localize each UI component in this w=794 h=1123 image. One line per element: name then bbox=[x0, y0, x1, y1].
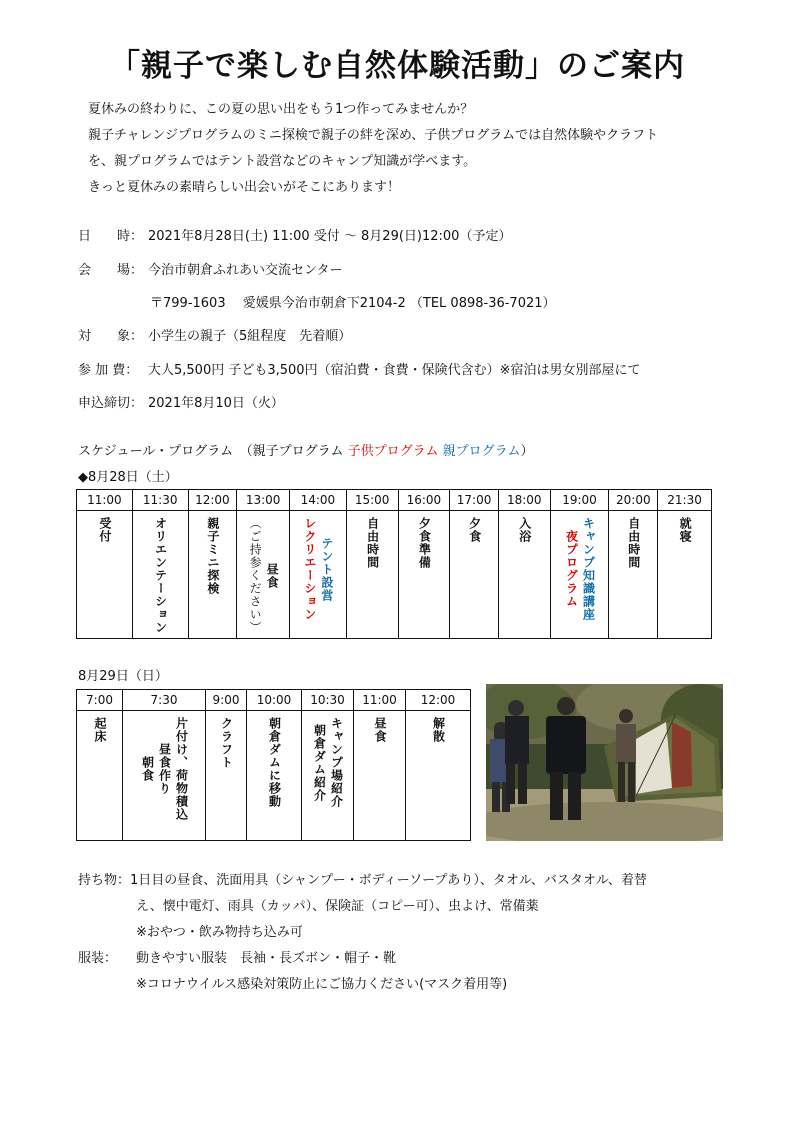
deadline-label: 申込締切： bbox=[78, 396, 144, 411]
parent-program-legend: 親プログラム bbox=[442, 444, 521, 459]
date-row bbox=[78, 225, 511, 244]
camp-photo bbox=[486, 684, 723, 841]
activity-text: 就寝 bbox=[678, 517, 693, 543]
activity-text: 自由時間 bbox=[365, 517, 380, 569]
time-cell: 11:00 bbox=[354, 690, 406, 711]
day2-label: 8月29日（日） bbox=[78, 669, 168, 684]
child-program-legend: 子供プログラム bbox=[347, 444, 439, 459]
bring-line: 1日目の昼食、洗面用具（シャンプー・ボディーソープあり）、タオル、バスタオル、着替 bbox=[130, 873, 647, 888]
activity-text: 夕食 bbox=[467, 517, 482, 543]
bring-line: え、懐中電灯、雨具（カッパ）、保険証（コピー可）、虫よけ、常備薬 bbox=[136, 899, 539, 914]
parent-activity-text: テント設営 bbox=[319, 536, 334, 602]
venue-label: 会 場： bbox=[78, 263, 144, 278]
activity-note: （ご持参ください） bbox=[248, 517, 263, 634]
target-label: 対 象： bbox=[78, 329, 144, 344]
activity-cell bbox=[123, 711, 206, 841]
time-cell: 11:30 bbox=[132, 490, 188, 511]
schedule-heading-main: スケジュール・プログラム （親子プログラム bbox=[78, 444, 344, 459]
time-cell: 12:00 bbox=[188, 490, 237, 511]
activity-cell bbox=[346, 511, 398, 639]
activity-text: 朝食 bbox=[140, 756, 155, 782]
activity-text: クラフト bbox=[219, 717, 234, 769]
time-cell: 7:30 bbox=[123, 690, 206, 711]
activity-text: 昼食 bbox=[265, 562, 280, 589]
intro-line: きっと夏休みの素晴らしい出会いがそこにあります！ bbox=[88, 180, 401, 195]
intro-paragraph bbox=[88, 97, 658, 201]
address: 〒799-1603 愛媛県今治市朝倉下2104-2 （TEL 0898-36-7021） bbox=[150, 296, 556, 311]
parent-activity-text: キャンプ知識講座 bbox=[581, 517, 596, 621]
child-activity-text: レクリエーション bbox=[302, 517, 317, 621]
child-activity-text: 夜プログラム bbox=[564, 530, 579, 608]
time-cell: 16:00 bbox=[398, 490, 450, 511]
bring-note: ※おやつ・飲み物持ち込み可 bbox=[136, 925, 303, 940]
clothes-note: ※コロナウイルス感染対策防止にご協力ください(マスク着用等) bbox=[136, 977, 508, 992]
activity-text: オリエンテーション bbox=[153, 517, 168, 634]
fee-label: 参 加 費： bbox=[78, 363, 139, 378]
time-cell: 12:00 bbox=[406, 690, 471, 711]
bring-row bbox=[78, 868, 647, 894]
activity-cell bbox=[658, 511, 712, 639]
clothes-label: 服装： bbox=[78, 951, 118, 966]
target-value: 小学生の親子（5組程度 先着順） bbox=[148, 329, 352, 344]
activity-cell bbox=[398, 511, 450, 639]
activity-cell bbox=[550, 511, 609, 639]
venue-row bbox=[78, 259, 342, 278]
day1-schedule-table bbox=[76, 489, 712, 639]
day1-label: ◆8月28日（土） bbox=[78, 470, 178, 485]
time-cell: 10:00 bbox=[247, 690, 302, 711]
clothes-value: 動きやすい服装 長袖・長ズボン・帽子・靴 bbox=[136, 951, 397, 966]
time-cell: 19:00 bbox=[550, 490, 609, 511]
target-row bbox=[78, 325, 351, 344]
time-cell: 15:00 bbox=[346, 490, 398, 511]
intro-line: 夏休みの終わりに、この夏の思い出をもう1つ作ってみませんか？ bbox=[88, 102, 474, 117]
activity-cell bbox=[450, 511, 499, 639]
activity-cell bbox=[237, 511, 290, 639]
schedule-heading bbox=[78, 440, 534, 459]
date-value: 2021年8月28日(土) 11:00 受付 ～ 8月29(日)12:00（予定） bbox=[148, 229, 512, 244]
activity-text: 起床 bbox=[93, 717, 107, 743]
activity-cell bbox=[77, 511, 133, 639]
activity-text: 昼食 bbox=[373, 717, 387, 743]
activity-text: キャンプ場紹介 bbox=[329, 717, 344, 808]
activity-text: 朝倉ダム紹介 bbox=[312, 723, 327, 802]
time-cell: 14:00 bbox=[289, 490, 346, 511]
time-cell: 18:00 bbox=[498, 490, 550, 511]
schedule-heading-close: ） bbox=[520, 444, 534, 459]
activity-cell bbox=[132, 511, 188, 639]
activity-cell bbox=[247, 711, 302, 841]
activity-text: 受付 bbox=[97, 517, 112, 543]
time-cell: 11:00 bbox=[77, 490, 133, 511]
date-label: 日 時： bbox=[78, 229, 144, 244]
activity-cell bbox=[77, 711, 123, 841]
day2-schedule-table bbox=[76, 689, 471, 841]
time-cell: 21:30 bbox=[658, 490, 712, 511]
activity-text: 自由時間 bbox=[626, 517, 641, 569]
time-cell: 17:00 bbox=[450, 490, 499, 511]
bring-label: 持ち物： bbox=[78, 873, 131, 888]
bring-and-clothes bbox=[78, 868, 647, 998]
intro-line: 親子チャレンジプログラムのミニ探検で親子の絆を深め、子供プログラムでは自然体験やクラフト bbox=[88, 128, 659, 143]
intro-line: を、親プログラムではテント設営などのキャンプ知識が学べます。 bbox=[88, 154, 477, 169]
activity-cell bbox=[609, 511, 658, 639]
activity-cell bbox=[188, 511, 237, 639]
activity-cell bbox=[289, 511, 346, 639]
time-cell: 20:00 bbox=[609, 490, 658, 511]
activity-cell bbox=[354, 711, 406, 841]
activity-text: 夕食準備 bbox=[417, 517, 432, 569]
activity-cell bbox=[406, 711, 471, 841]
activity-text: 解散 bbox=[431, 717, 446, 743]
activity-cell bbox=[498, 511, 550, 639]
activity-text: 親子ミニ探検 bbox=[205, 517, 220, 595]
fee-value: 大人5,500円 子ども3,500円（宿泊費・食費・保険代含む）※宿泊は男女別部屋にて bbox=[148, 363, 641, 378]
activity-text: 片付け、荷物積込 bbox=[174, 717, 189, 821]
activity-text: 昼食作り bbox=[157, 743, 172, 795]
fee-row bbox=[78, 359, 640, 378]
activity-text: 入浴 bbox=[517, 517, 532, 543]
page-title: 「親子で楽しむ自然体験活動」のご案内 bbox=[109, 48, 685, 84]
time-cell: 9:00 bbox=[206, 690, 247, 711]
deadline-row bbox=[78, 392, 284, 411]
time-cell: 13:00 bbox=[237, 490, 290, 511]
activity-cell bbox=[302, 711, 354, 841]
venue-value: 今治市朝倉ふれあい交流センター bbox=[148, 263, 343, 278]
time-cell: 7:00 bbox=[77, 690, 123, 711]
activity-cell bbox=[206, 711, 247, 841]
activity-text: 朝倉ダムに移動 bbox=[267, 717, 282, 808]
time-cell: 10:30 bbox=[302, 690, 354, 711]
clothes-row bbox=[78, 946, 647, 972]
deadline-value: 2021年8月10日（火） bbox=[148, 396, 284, 411]
